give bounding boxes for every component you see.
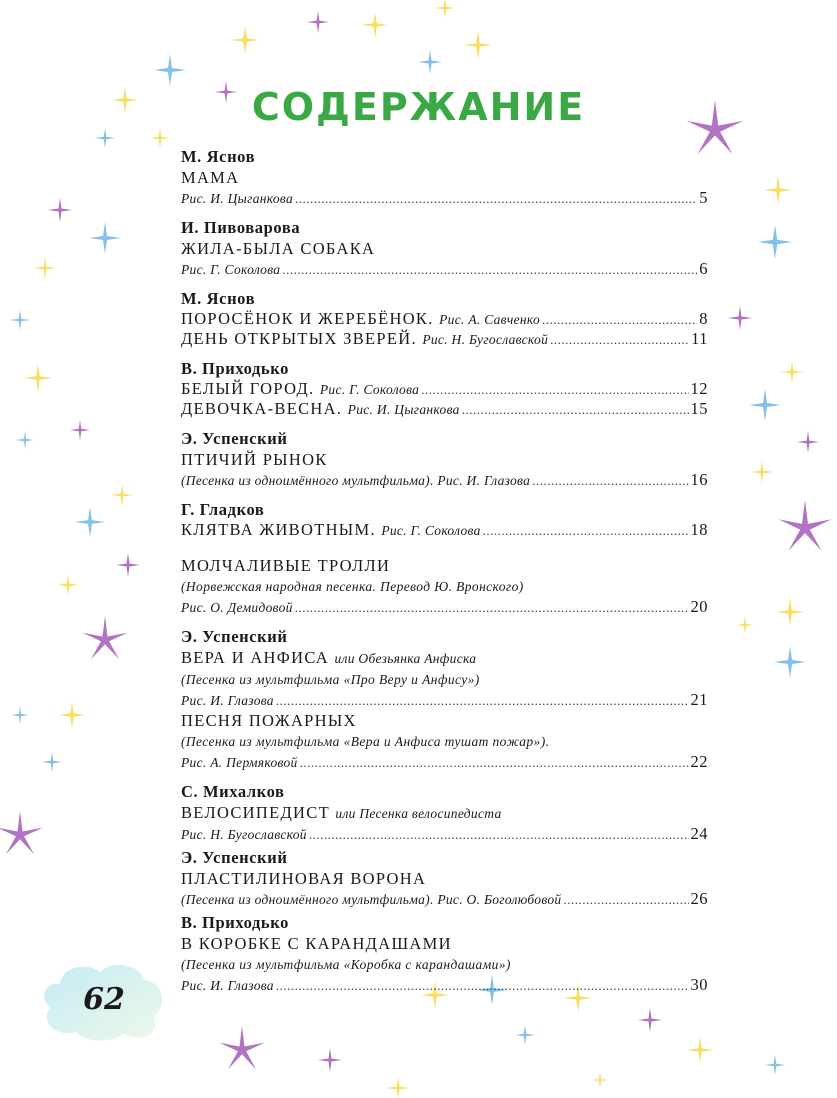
illustrator: Рис. А. Пермяковой	[181, 755, 298, 770]
star-icon	[592, 1072, 608, 1088]
page-ref: 12	[690, 379, 708, 398]
work-title: ПЕСНЯ ПОЖАРНЫХ	[181, 711, 357, 730]
toc-entry-line[interactable]	[181, 597, 708, 617]
toc-group	[181, 288, 708, 349]
star-icon	[11, 706, 29, 724]
work-title: ПТИЧИЙ РЫНОК	[181, 450, 328, 469]
star-icon	[111, 484, 133, 506]
toc-group	[181, 847, 708, 909]
star-icon	[751, 461, 773, 483]
illustrator: Рис. И. Цыганкова	[181, 191, 294, 206]
page-ref: 15	[690, 399, 708, 418]
dot-leader	[276, 693, 689, 709]
work-title: ПОРОСЁНОК И ЖЕРЕБЁНОК.	[181, 309, 434, 328]
page-ref: 16	[690, 470, 708, 489]
page-ref: 11	[691, 329, 708, 348]
dot-leader	[295, 600, 689, 616]
star-icon	[34, 257, 56, 279]
toc-group	[181, 912, 708, 995]
toc-group	[181, 217, 708, 279]
dot-leader	[550, 332, 689, 348]
work-note: (Песенка из мультфильма «Коробка с карандашами»)	[181, 957, 511, 972]
star-icon	[435, 0, 455, 18]
illustrator: (Песенка из одноимённого мультфильма). Рис. И. Глазова	[181, 473, 531, 488]
page-number: 62	[83, 982, 125, 1017]
dot-leader	[542, 312, 697, 328]
toc-group	[181, 358, 708, 419]
page-ref: 26	[690, 889, 708, 908]
star-icon	[219, 1026, 265, 1069]
star-icon	[387, 1077, 409, 1098]
star-icon	[418, 50, 442, 74]
star-icon	[515, 1025, 535, 1045]
page-ref: 24	[690, 824, 708, 843]
illustrator: Рис. Г. Соколова	[319, 382, 420, 397]
star-icon	[57, 574, 79, 596]
page-ref: 6	[699, 259, 708, 278]
star-icon	[48, 198, 72, 222]
star-icon	[764, 176, 792, 204]
star-icon	[736, 616, 754, 634]
alt-title: или Обезьянка Анфиска	[334, 651, 477, 666]
star-icon	[749, 389, 781, 421]
dot-leader	[462, 402, 689, 418]
dot-leader	[563, 892, 688, 908]
page-ref: 21	[690, 690, 708, 709]
star-icon	[154, 54, 186, 86]
alt-title: или Песенка велосипедиста	[335, 806, 502, 821]
page-ref: 22	[690, 752, 708, 771]
work-title: ВЕРА И АНФИСА	[181, 648, 330, 667]
dot-leader	[300, 755, 689, 771]
star-icon	[42, 752, 62, 772]
illustrator: Рис. Г. Соколова	[181, 262, 281, 277]
toc-group	[181, 781, 708, 844]
work-title: МОЛЧАЛИВЫЕ ТРОЛЛИ	[181, 556, 391, 575]
work-title: БЕЛЫЙ ГОРОД.	[181, 379, 315, 398]
work-title: ДЕНЬ ОТКРЫТЫХ ЗВЕРЕЙ.	[181, 329, 417, 348]
toc-entry-line[interactable]	[181, 520, 708, 540]
page-title: СОДЕРЖАНИЕ	[251, 85, 586, 129]
author: М. Яснов	[181, 147, 256, 166]
author: В. Приходько	[181, 359, 289, 378]
toc-group	[181, 146, 708, 208]
star-icon	[318, 1048, 342, 1072]
author: Э. Успенский	[181, 848, 288, 867]
work-title: ПЛАСТИЛИНОВАЯ ВОРОНА	[181, 869, 427, 888]
illustrator: Рис. О. Демидовой	[181, 600, 293, 615]
star-icon	[10, 310, 30, 330]
work-title: В КОРОБКЕ С КАРАНДАШАМИ	[181, 934, 452, 953]
toc-entry-line[interactable]	[181, 889, 708, 909]
toc-entry-line[interactable]	[181, 824, 708, 844]
author: И. Пивоварова	[181, 218, 301, 237]
author: М. Яснов	[181, 289, 256, 308]
star-icon	[231, 26, 259, 54]
table-of-contents	[181, 146, 708, 998]
author: В. Приходько	[181, 913, 289, 932]
illustrator: Рис. Н. Бугославской	[422, 332, 549, 347]
star-icon	[774, 646, 806, 678]
star-icon	[24, 364, 52, 392]
page-number-badge	[40, 960, 168, 1042]
toc-entry-line[interactable]	[181, 379, 708, 399]
page-ref: 5	[699, 188, 708, 207]
author: Э. Успенский	[181, 429, 288, 448]
toc-group	[181, 555, 708, 617]
star-icon	[70, 420, 90, 440]
work-title: МАМА	[181, 168, 240, 187]
dot-leader	[532, 473, 688, 489]
work-note: (Песенка из мультфильма «Про Веру и Анфису»)	[181, 672, 480, 687]
toc-entry-line[interactable]	[181, 399, 708, 419]
work-title: ДЕВОЧКА-ВЕСНА.	[181, 399, 343, 418]
toc-entry-line[interactable]	[181, 470, 708, 490]
illustrator: (Песенка из одноимённого мультфильма). Рис. О. Боголюбовой	[181, 892, 562, 907]
dot-leader	[309, 827, 689, 843]
dot-leader	[276, 978, 689, 994]
page-ref: 18	[690, 520, 708, 539]
star-icon	[638, 1008, 662, 1032]
dot-leader	[295, 191, 697, 207]
illustrator: Рис. А. Савченко	[439, 312, 541, 327]
toc-entry-line[interactable]	[181, 188, 708, 208]
work-title: ЖИЛА-БЫЛА СОБАКА	[181, 239, 376, 258]
illustrator: Рис. Н. Бугославской	[181, 827, 307, 842]
illustrator: Рис. И. Глазова	[181, 978, 274, 993]
work-note: (Норвежская народная песенка. Перевод Ю. Вронского)	[181, 579, 524, 594]
star-icon	[307, 11, 329, 33]
dot-leader	[483, 523, 689, 539]
toc-group	[181, 626, 708, 772]
toc-entry-line[interactable]	[181, 690, 708, 710]
work-title: КЛЯТВА ЖИВОТНЫМ.	[181, 520, 376, 539]
toc-entry-line[interactable]	[181, 329, 708, 349]
toc-group	[181, 428, 708, 490]
star-icon	[797, 431, 819, 453]
star-icon	[82, 616, 128, 659]
toc-group	[181, 499, 708, 540]
star-icon	[687, 1037, 713, 1063]
toc-entry-line[interactable]	[181, 259, 708, 279]
work-note: (Песенка из мультфильма «Вера и Анфиса тушат пожар»).	[181, 734, 550, 749]
star-icon	[16, 431, 34, 449]
illustrator: Рис. И. Глазова	[181, 693, 274, 708]
star-icon	[781, 361, 803, 383]
dot-leader	[282, 262, 697, 278]
author: Г. Гладков	[181, 500, 265, 519]
star-icon	[758, 225, 792, 259]
star-icon	[116, 553, 140, 577]
star-icon	[59, 702, 85, 728]
toc-entry-line[interactable]	[181, 752, 708, 772]
page-ref: 8	[699, 309, 708, 328]
dot-leader	[421, 382, 688, 398]
star-icon	[776, 598, 804, 626]
page-ref: 30	[690, 975, 708, 994]
star-icon	[362, 12, 388, 38]
author: С. Михалков	[181, 782, 285, 801]
star-icon	[75, 507, 105, 537]
work-title: ВЕЛОСИПЕДИСТ	[181, 803, 330, 822]
page-ref: 20	[690, 597, 708, 616]
star-icon	[765, 1055, 785, 1075]
star-icon	[728, 306, 752, 330]
star-icon	[0, 811, 43, 854]
toc-entry-line[interactable]	[181, 975, 708, 995]
toc-entry-line[interactable]	[181, 309, 708, 329]
illustrator: Рис. И. Цыганкова	[347, 402, 460, 417]
star-icon	[778, 500, 831, 551]
star-icon	[89, 222, 121, 254]
author: Э. Успенский	[181, 627, 288, 646]
illustrator: Рис. Г. Соколова	[381, 523, 481, 538]
star-icon	[150, 128, 170, 148]
star-icon	[95, 128, 115, 148]
star-icon	[464, 31, 492, 59]
